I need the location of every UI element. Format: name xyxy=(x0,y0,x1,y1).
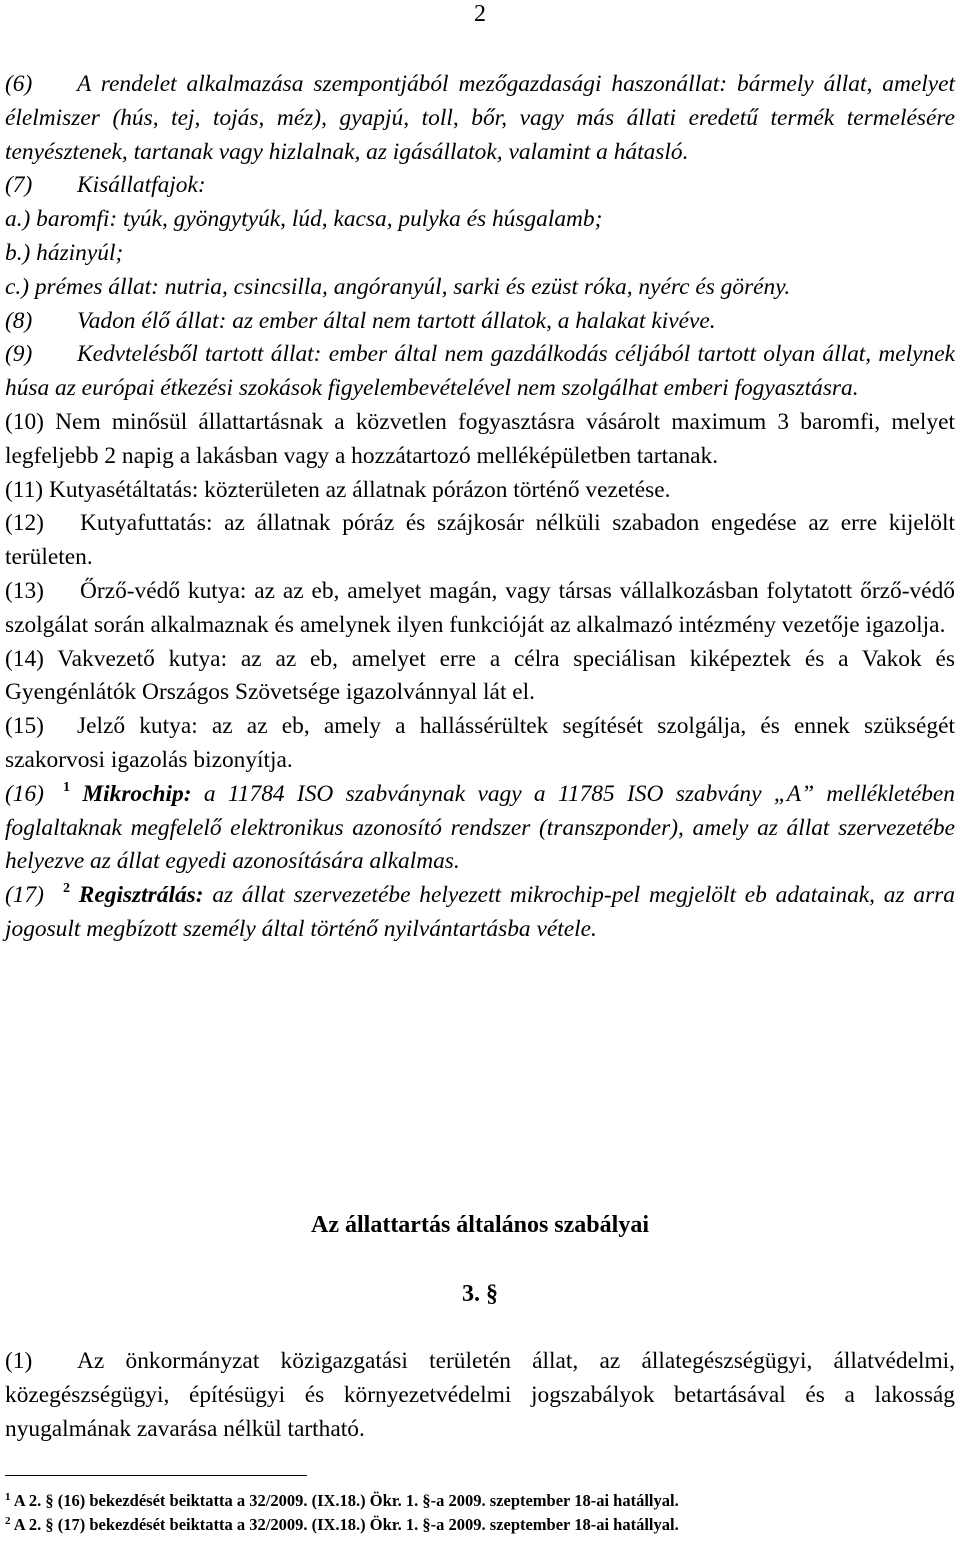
paragraph-10: (10) Nem minősül állattartásnak a közvetlen fogyasztásra vásárolt maximum 3 baromfi, melyet legfeljebb 2 napig a lakásban vagy a hozzátartozó melléképületben tartanak. xyxy=(5,408,955,469)
paragraph-text: a 11784 ISO szabványnak vagy a 11785 ISO szabvány „A” mellékletében foglaltaknak megfelelő elektronikus azonosító rendszer (transzponder), amely az állat szervezetébe helyezve az állat egyedi azonosítására alkalmas. xyxy=(5,780,955,875)
document-body xyxy=(5,68,955,947)
paragraph-number: (8) xyxy=(5,307,33,334)
paragraph-14: (14) Vakvezető kutya: az az eb, amelyet erre a célra speciálisan kiképeztek és a Vakok és Gyengénlátók Országos Szövetsége igazolvánnyal lát el. xyxy=(5,645,955,706)
defined-term: Regisztrálás: xyxy=(78,882,204,909)
paragraph-number: (17) xyxy=(5,882,44,909)
paragraph-number: (6) xyxy=(5,71,33,97)
paragraph-text: Őrző-védő kutya: az az eb, amelyet magán, vagy társas vállalkozásban folytatott őrző-védő szolgálat során alkalmaznak és amelynek ilyen funkcióját az alkalmazó intézmény vezetője igazolja. xyxy=(5,577,955,638)
paragraph-text: Jelző kutya: az az eb, amely a hallássérültek segítését szolgálja, és ennek szükségét szakorvosi igazolás bizonyítja. xyxy=(5,713,955,773)
paragraph-16 xyxy=(5,778,955,879)
footnote-1 xyxy=(5,1489,955,1513)
paragraph-15 xyxy=(5,710,955,778)
footnote-text: A 2. § (16) bekezdését beiktatta a 32/2009. (IX.18.) Ökr. 1. §-a 2009. szeptember 18-ai hatállyal. xyxy=(13,1491,679,1510)
paragraph-number: (12) xyxy=(5,510,44,537)
footnote-ref-1[interactable]: 1 xyxy=(63,779,70,795)
paragraph-text: Kedvtelésből tartott állat: ember által nem gazdálkodás céljából tartott olyan állat, melynek húsa az európai étkezési szokások figyelembevételével nem szolgálhat emberi fogyasztásra. xyxy=(5,341,955,402)
list-item-c: c.) prémes állat: nutria, csincsilla, angóranyúl, sarki és ezüst róka, nyérc és görény. xyxy=(5,273,791,300)
section-3-body xyxy=(5,1345,955,1446)
section-heading: Az állattartás általános szabályai xyxy=(311,1212,649,1238)
footnote-text: A 2. § (17) bekezdését beiktatta a 32/2009. (IX.18.) Ökr. 1. §-a 2009. szeptember 18-ai hatállyal. xyxy=(13,1515,679,1534)
paragraph-9 xyxy=(5,338,955,406)
page-number: 2 xyxy=(474,1,486,27)
paragraph-number: (15) xyxy=(5,713,44,740)
list-item-a: a.) baromfi: tyúk, gyöngytyúk, lúd, kacsa, pulyka és húsgalamb; xyxy=(5,206,603,233)
footnote-2 xyxy=(5,1513,955,1537)
paragraph-number: (7) xyxy=(5,172,33,199)
paragraph-number: (13) xyxy=(5,577,44,604)
paragraph-number: (9) xyxy=(5,341,33,368)
footnote-ref-2[interactable]: 2 xyxy=(63,881,70,897)
paragraph-12 xyxy=(5,507,955,575)
footnote-mark: 1 xyxy=(5,1491,11,1503)
paragraph-text: az állat szervezetébe helyezett mikrochip-pel megjelölt eb adatainak, az arra jogosult megbízott személy által történő nyilvántartásba vétele. xyxy=(5,882,955,942)
paragraph-text: Kisállatfajok: xyxy=(77,172,206,199)
paragraph-text: Kutyafuttatás: az állatnak póráz és szájkosár nélküli szabadon engedése az erre kijelölt területen. xyxy=(5,510,955,571)
paragraph-number: (1) xyxy=(5,1348,33,1374)
footnote-mark: 2 xyxy=(5,1515,11,1527)
paragraph-7 xyxy=(5,169,955,203)
paragraph-number: (16) xyxy=(5,780,44,807)
list-item-b: b.) házinyúl; xyxy=(5,239,124,266)
section-3-paragraph-1 xyxy=(5,1345,955,1446)
paragraph-6 xyxy=(5,68,955,169)
paragraph-13 xyxy=(5,575,955,643)
paragraph-11: (11) Kutyasétáltatás: közterületen az állatnak pórázon történő vezetése. xyxy=(5,476,671,503)
section-number: 3. § xyxy=(462,1281,498,1307)
footnotes xyxy=(5,1489,955,1537)
footnote-divider xyxy=(5,1475,307,1476)
paragraph-text: Vadon élő állat: az ember által nem tartott állatok, a halakat kivéve. xyxy=(77,307,716,334)
defined-term: Mikrochip: xyxy=(82,780,192,807)
paragraph-text: A rendelet alkalmazása szempontjából mezőgazdasági haszonállat: bármely állat, amelyet élelmiszer (hús, tej, tojás, méz), gyapjú, toll, bőr, vagy más állati eredetű termék termelésére tenyésztenek, tartanak vagy hizlalnak, az igásállatok, valamint a hátasló. xyxy=(5,71,955,165)
paragraph-17 xyxy=(5,879,955,947)
paragraph-8 xyxy=(5,305,955,339)
paragraph-text: Az önkormányzat közigazgatási területén állat, az állategészségügyi, állatvédelmi, közegészségügyi, építésügyi és környezetvédelmi jogszabályok betartásával és a lakosság nyugalmának zavarása nélkül tartható. xyxy=(5,1348,955,1442)
